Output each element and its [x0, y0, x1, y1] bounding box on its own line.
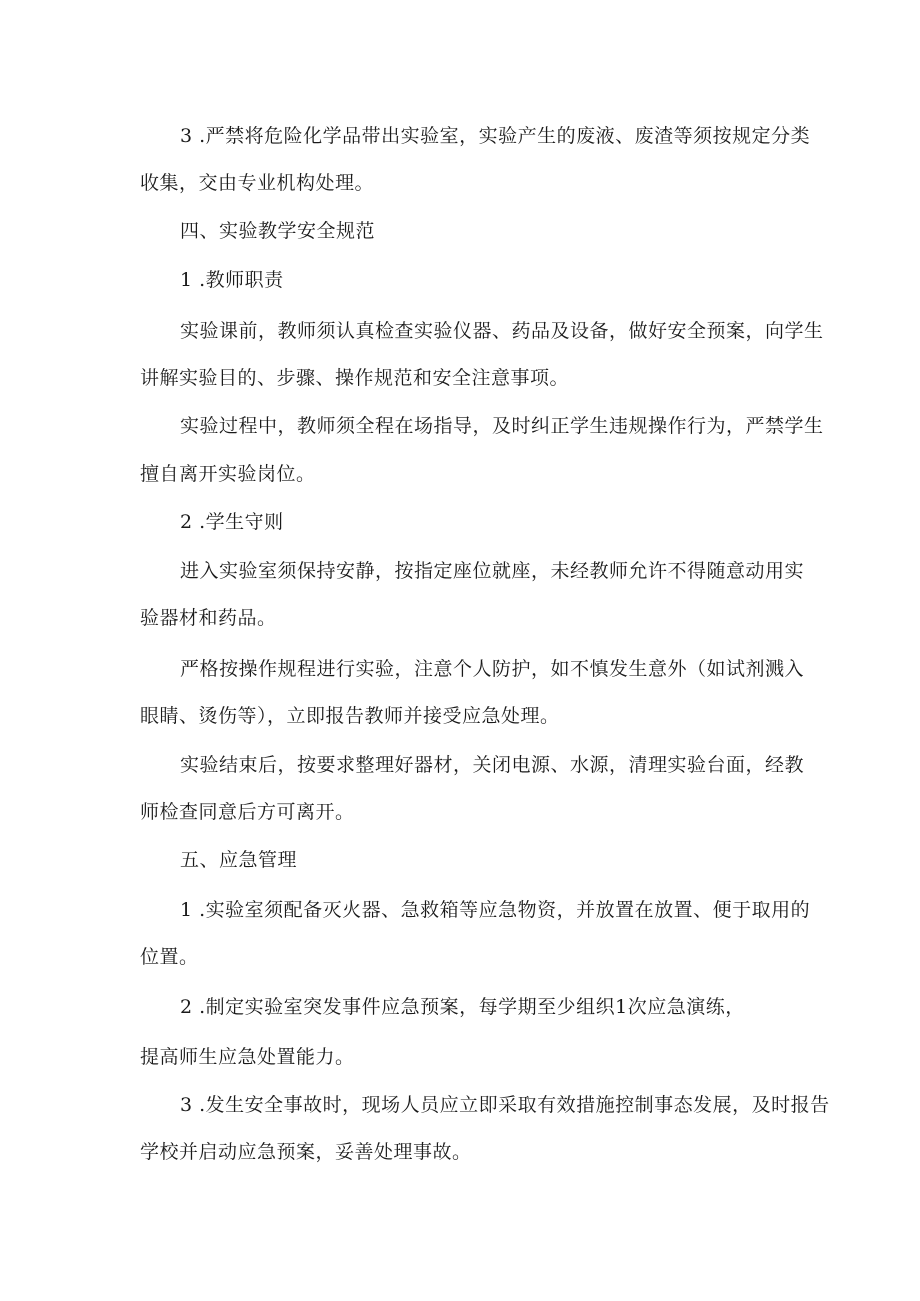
paragraph-line: 位置。	[140, 946, 199, 968]
paragraph-line: 收集，交由专业机构处理。	[140, 172, 375, 194]
paragraph-line: 实验过程中，教师须全程在场指导，及时纠正学生违规操作行为，严禁学生	[180, 415, 824, 437]
paragraph-line: 擅自离开实验岗位。	[140, 463, 316, 485]
paragraph-line: 讲解实验目的、步骤、操作规范和安全注意事项。	[140, 367, 570, 389]
subsection-heading: 2 .学生守则	[180, 511, 284, 533]
paragraph-line: 验器材和药品。	[140, 607, 277, 629]
paragraph-line: 师检查同意后方可离开。	[140, 801, 355, 823]
paragraph-line: 实验课前，教师须认真检查实验仪器、药品及设备，做好安全预案，向学生	[180, 320, 824, 342]
paragraph-line: 提高师生应急处置能力。	[140, 1046, 355, 1068]
paragraph-line: 眼睛、烫伤等），立即报告教师并接受应急处理。	[140, 705, 560, 727]
paragraph-line: 3 .严禁将危险化学品带出实验室，实验产生的废液、废渣等须按规定分类	[180, 125, 811, 147]
paragraph-line: 学校并启动应急预案，妥善处理事故。	[140, 1141, 472, 1163]
subsection-heading: 1 .教师职责	[180, 269, 284, 291]
section-heading: 五、应急管理	[180, 849, 298, 871]
paragraph-line: 严格按操作规程进行实验，注意个人防护，如不慎发生意外（如试剂溅入	[180, 658, 805, 680]
section-heading: 四、实验教学安全规范	[180, 220, 376, 242]
paragraph-line: 1 .实验室须配备灭火器、急救箱等应急物资，并放置在放置、便于取用的	[180, 899, 811, 921]
paragraph-line: 2 .制定实验室突发事件应急预案，每学期至少组织1次应急演练，	[180, 996, 745, 1018]
paragraph-line: 3 .发生安全事故时，现场人员应立即采取有效措施控制事态发展，及时报告	[180, 1094, 830, 1116]
paragraph-line: 实验结束后，按要求整理好器材，关闭电源、水源，清理实验台面，经教	[180, 754, 805, 776]
paragraph-line: 进入实验室须保持安静，按指定座位就座，未经教师允许不得随意动用实	[180, 560, 805, 582]
